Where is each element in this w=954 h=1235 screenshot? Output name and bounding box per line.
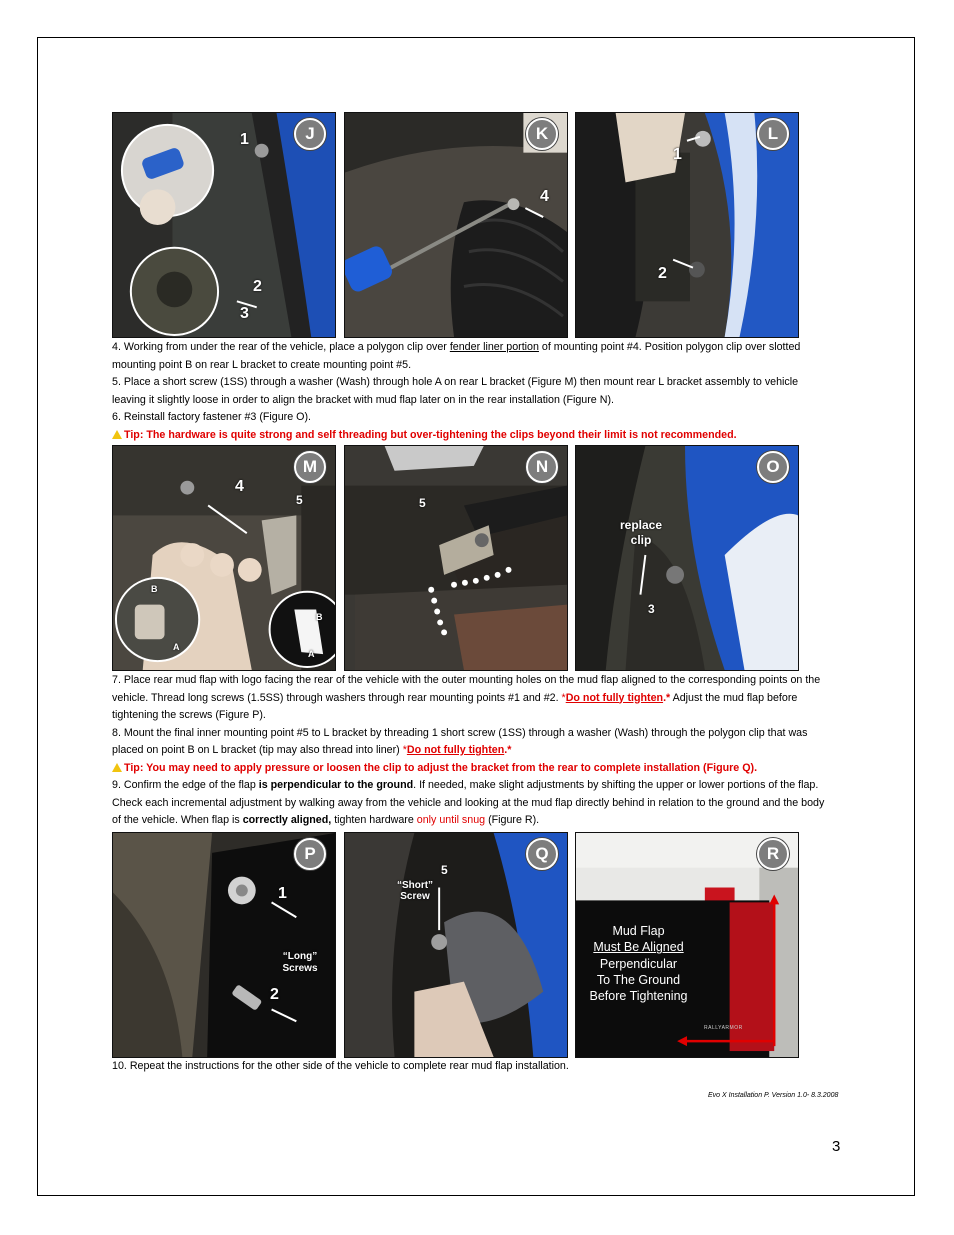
figure-m-callout-5: 5	[296, 493, 303, 507]
step-7-warning: Do not fully tighten	[565, 691, 664, 704]
figure-r-badge: R	[757, 838, 789, 870]
figure-l-callout-1: 1	[673, 146, 682, 163]
figure-m-badge: M	[294, 451, 326, 483]
figure-r-line-2: Must Be Aligned	[593, 940, 684, 955]
figure-q-badge: Q	[526, 838, 558, 870]
step-9-text-c: tighten hardware	[331, 814, 417, 826]
figure-p-callout-2: 2	[270, 986, 279, 1003]
step-8-warning: Do not fully tighten	[406, 744, 505, 756]
figure-l-badge: L	[757, 118, 789, 150]
tip-2-text: Tip: You may need to apply pressure or loosen the clip to adjust the bracket from the rear to complete installation (Figure Q).	[124, 761, 758, 774]
step-9-bold-1: is perpendicular to the ground	[258, 779, 414, 791]
step-7-text-a: 7. Place rear mud flap with logo facing the rear of the vehicle with the outer mounting holes on the mud flap aligned to the corresponding points on the vehicle. Thread long screws (1.5SS) through washers through rear mounting points #1 and #2.	[112, 674, 821, 704]
page-number: 3	[832, 1138, 841, 1155]
step-7-star-end: .*	[663, 691, 671, 704]
figure-m-photo	[112, 445, 336, 671]
step-6: 6. Reinstall factory fastener #3 (Figure O).	[112, 411, 311, 423]
figure-j-callout-2: 2	[253, 278, 262, 295]
figure-o-callout-3: 3	[648, 602, 655, 616]
step-10-block	[112, 1058, 832, 1076]
figure-p-badge: P	[294, 838, 326, 870]
figure-m-callout-a-inset: A	[173, 642, 180, 652]
figure-o-photo	[575, 445, 799, 671]
figure-j-callout-3: 3	[240, 305, 249, 322]
figure-k-callout-4: 4	[540, 188, 549, 205]
figure-r-brand-plate: RALLYARMOR	[704, 1025, 743, 1031]
step-8	[112, 725, 832, 760]
figure-k-badge: K	[526, 118, 558, 150]
step-9-bold-2: correctly aligned,	[242, 814, 332, 826]
figure-p-overlay-text: “Long” Screws	[282, 951, 318, 974]
step-8-text-a: 8. Mount the final inner mounting point #5 to L bracket by threading 1 short screw (1SS) through a washer (Wash) through the polygon clip that was placed on point B on L bracket (tip may also thread into liner)	[112, 726, 808, 756]
figure-r-alignment-text	[576, 923, 701, 1004]
figure-n-badge: N	[526, 451, 558, 483]
figure-m-callout-4: 4	[235, 478, 244, 495]
figure-p-callout-1: 1	[278, 885, 287, 902]
figure-j-badge: J	[294, 118, 326, 150]
steps-7-9	[112, 672, 832, 830]
steps-4-6	[112, 339, 832, 444]
tip-1	[112, 427, 832, 445]
figure-r-line-4: To The Ground	[596, 972, 681, 987]
figure-m-callout-b-diagram: B	[316, 612, 323, 622]
step-7-text-b: Adjust the mud flap before tightening the screws (Figure P).	[112, 691, 798, 721]
figure-n-callout-5: 5	[419, 496, 426, 510]
figure-r-line-1: Mud Flap	[612, 924, 665, 938]
warning-icon	[112, 763, 122, 772]
step-4-text-b: of mounting point #4. Position polygon clip over slotted mounting point B on rear L bracket to create mounting point #5.	[112, 341, 801, 371]
step-4	[112, 339, 832, 374]
step-7	[112, 672, 832, 725]
step-5: 5. Place a short screw (1SS) through a washer (Wash) through hole A on rear L bracket (Figure M) then mount rear L bracket assembly to vehicle leaving it slightly loose in order to align the bracket with mud flap later on in the rear installation (Figure N).	[112, 376, 799, 406]
figure-r-line-3: Perpendicular	[599, 956, 678, 971]
step-9-text-b: . If needed, make slight adjustments by shifting the upper or lower portions of the flap. Check each incremental adjustment by walking away from the vehicle and looking at the mud flap directly behind in relation to the ground and the body of the vehicle. When flap is	[112, 779, 825, 826]
figure-j-photo	[112, 112, 336, 338]
figure-q-overlay-text: “Short” Screw	[396, 880, 434, 902]
figure-q-photo	[344, 832, 568, 1058]
step-8-star-end: .*	[504, 744, 512, 756]
figure-k-photo	[344, 112, 568, 338]
figure-l-photo	[575, 112, 799, 338]
figure-m-callout-b-inset: B	[151, 584, 158, 594]
figure-p-photo	[112, 832, 336, 1058]
figure-r-photo	[575, 832, 799, 1058]
figure-o-overlay-text: replace clip	[619, 518, 663, 547]
step-4-underlined: fender liner portion	[449, 341, 539, 353]
warning-icon	[112, 430, 122, 439]
figure-j-callout-1: 1	[240, 131, 249, 148]
figure-r-line-5: Before Tightening	[589, 989, 688, 1004]
step-9	[112, 777, 832, 830]
step-9-text-d: (Figure R).	[485, 814, 540, 826]
figure-o-badge: O	[757, 451, 789, 483]
step-9-red: only until snug	[416, 814, 486, 826]
figure-l-callout-2: 2	[658, 265, 667, 282]
version-note: Evo X Installation P. Version 1.0- 8.3.2008	[708, 1092, 839, 1099]
step-10: 10. Repeat the instructions for the other side of the vehicle to complete rear mud flap installation.	[112, 1060, 569, 1072]
figure-m-callout-a-diagram: A	[308, 649, 315, 659]
figure-q-callout-5: 5	[441, 863, 448, 877]
tip-2	[112, 760, 832, 778]
step-8-star: *	[402, 744, 407, 756]
step-9-text-a: 9. Confirm the edge of the flap	[112, 779, 259, 791]
step-4-text-a: 4. Working from under the rear of the vehicle, place a polygon clip over	[112, 341, 450, 353]
tip-1-text: Tip: The hardware is quite strong and self threading but over-tightening the clips beyond their limit is not recommended.	[124, 428, 737, 441]
step-7-star: *	[561, 691, 566, 704]
figure-n-photo	[344, 445, 568, 671]
